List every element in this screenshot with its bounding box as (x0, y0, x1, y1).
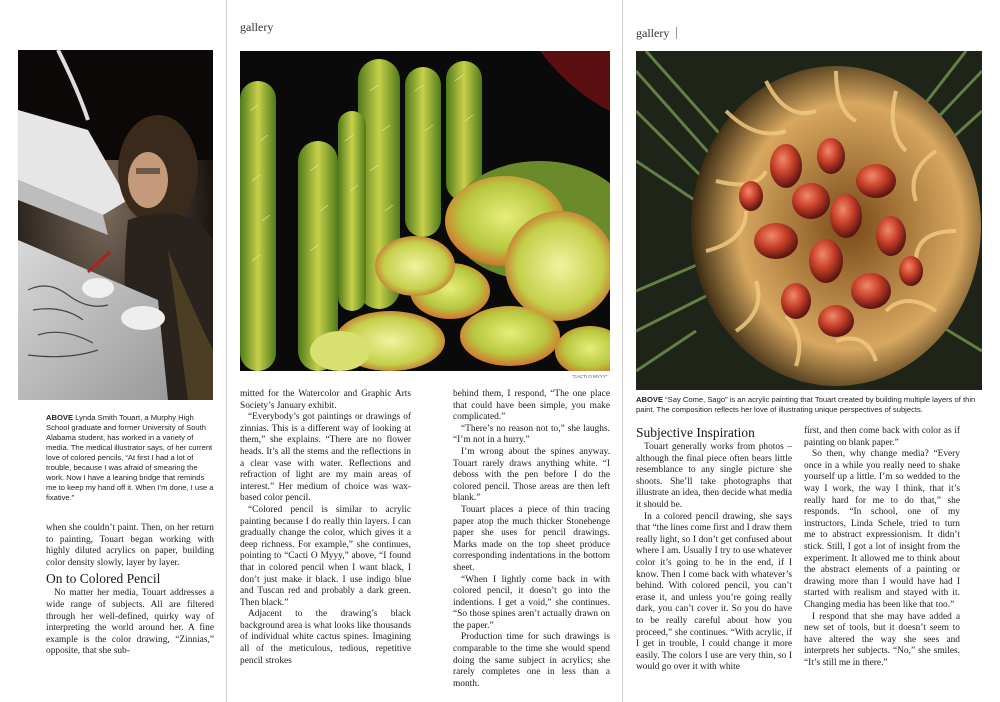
col4-paragraph-1: Touart generally works from photos – although the final piece often bears little resemblance to any single picture she shoots. She’ll take photographs that illustrate an idea, then decide what media it should be. (636, 442, 792, 510)
sago-painting-photo (636, 51, 982, 390)
col3-paragraph-6: Production time for such drawings is comparable to the time she would spend doing the same subject in acrylics; she rarely completes one in less than a month. (453, 632, 610, 689)
cacti-drawing-photo (240, 51, 610, 371)
article-column-2 (240, 389, 411, 667)
page-gutter-right (622, 0, 623, 702)
header-rule (676, 27, 677, 39)
col5-paragraph-3: I respond that she may have added a new set of tools, but it doesn’t seem to have altered the way she sees and interprets her subjects. “No,” she smiles. “It’s still me in there.” (804, 611, 960, 668)
heading-on-to-colored-pencil: On to Colored Pencil (46, 571, 161, 587)
col5-paragraph-1: first, and then come back with color as if painting on blank paper.” (804, 426, 960, 448)
col2-paragraph-2: “Everybody’s got paintings or drawings of zinnias. This is a different way of looking at them,” she explains. “There are no flower heads. It’s all the stems and the reflections in a clear vase with water. Reflections and refraction of light are my main areas of interest.” Her medium of choice was wax-based color pencil. (240, 412, 411, 504)
section-label-right: gallery (636, 26, 670, 40)
col2-paragraph-1: mitted for the Watercolor and Graphic Arts Society’s January exhibit. (240, 389, 411, 411)
left-caption (46, 413, 216, 503)
article-column-5 (804, 426, 960, 669)
article-column-3 (453, 389, 610, 690)
col3-paragraph-4: Touart places a piece of thin tracing paper atop the much thicker Stonehenge paper she uses for pencil drawings. Marks made on the top sheet produce corresponding indentations in the bottom sheet. (453, 504, 610, 573)
left-caption-text: Lynda Smith Touart, a Murphy High School graduate and former University of South Alabama student, has worked in a variety of media. The medical illustrator says, of her current love of colored pencils, “At first I had a lot of trouble, because I was afraid of smearing the work. Now I have a leaning bridge that reminds me to keep my hand off it. When I’m done, I use a fixative.” (46, 413, 214, 502)
col3-paragraph-3: I’m wrong about the spines anyway. Touart rarely draws anything white. “I deboss with the pen before I do the colored pencil. Those areas are then left blank.” (453, 446, 610, 504)
col4-paragraph-2: In a colored pencil drawing, she says that “the lines come first and I draw them really light, so I don’t get confused about where I am. Usually I try to use whatever color it’s going to be in the end, if I know. Then I come back with whatever’s behind. With colored pencil, you can’t erase it, and unless you’re going really dark, you can’t cover it. So you do have to be really careful about how you proceed,” she continues. “With acrylic, if I get in trouble, I could change it more easily. The colors I use are very thin, so I would go over it with white (636, 511, 792, 673)
col1-paragraph-1: when she couldn’t paint. Then, on her return to painting, Touart began working with highly diluted acrylics on paper, building color density slowly, layer by layer. (46, 523, 214, 568)
section-label-center: gallery (240, 20, 274, 34)
article-column-4 (636, 423, 792, 674)
page-gutter-left (226, 0, 227, 702)
right-caption (636, 395, 982, 415)
col5-paragraph-2: So then, why change media? “Every once in a while you really need to shake yourself up a little. I’m so wedded to the way I work, the way I think, that it’s really hard for me to do that,” she responds. “In school, one of my instructors, Linda Schele, tried to turn me to abstract expressionism. It didn’t stick. Still, I got a lot of insight from the experiment. It allowed me to think about the abstract elements of a painting or drawing more than I would have had I started with realism and stayed with it. Changing media has been like that too.” (804, 449, 960, 610)
right-caption-lead: ABOVE (636, 395, 664, 404)
col3-paragraph-5: “When I lightly come back in with colored pencil, it doesn’t go into the indentions. I get a void,” she continues. “So those spines aren’t actually drawn on the paper.” (453, 574, 610, 631)
heading-subjective-inspiration: Subjective Inspiration (636, 425, 755, 440)
col2-paragraph-3: “Colored pencil is similar to acrylic painting because I do really thin layers. I can gradually change the color, which gives it a deep richness. For example,” she continues, pointing to “Cacti O Myyy,” above, “I found that in colored pencil when I want black, I don’t just make it black. I use indigo blue and Tuscan red and probably a dark green. Then black.” (240, 504, 411, 608)
left-caption-lead: ABOVE (46, 413, 74, 422)
article-column-1 (46, 523, 214, 658)
col1-paragraph-2: No matter her media, Touart addresses a wide range of subjects. All are filtered through her well-defined, quirky way of interpreting the world around her. A fine example is the color drawing, “Zinnias,” opposite, that she sub- (46, 588, 214, 657)
col3-paragraph-1: behind them, I respond, “The one place that could have been simple, you make complicated.” (453, 389, 610, 423)
cacti-credit: “CACTI O MYYY” (572, 374, 608, 379)
col2-paragraph-4: Adjacent to the drawing’s black background area is what looks like thousands of individual white cactus spines. Imagining all of the meticulous, tedious, repetitive pencil strokes (240, 609, 411, 666)
col3-paragraph-2: “There’s no reason not to,” she laughs. “I’m not in a hurry.” (453, 423, 610, 446)
right-caption-text: “Say Come, Sago” is an acrylic painting that Touart created by building multiple layers of thin paint. The composition reflects her love of illustrating unique perspectives of subjects. (636, 395, 976, 414)
artist-at-work-photo (18, 50, 213, 400)
